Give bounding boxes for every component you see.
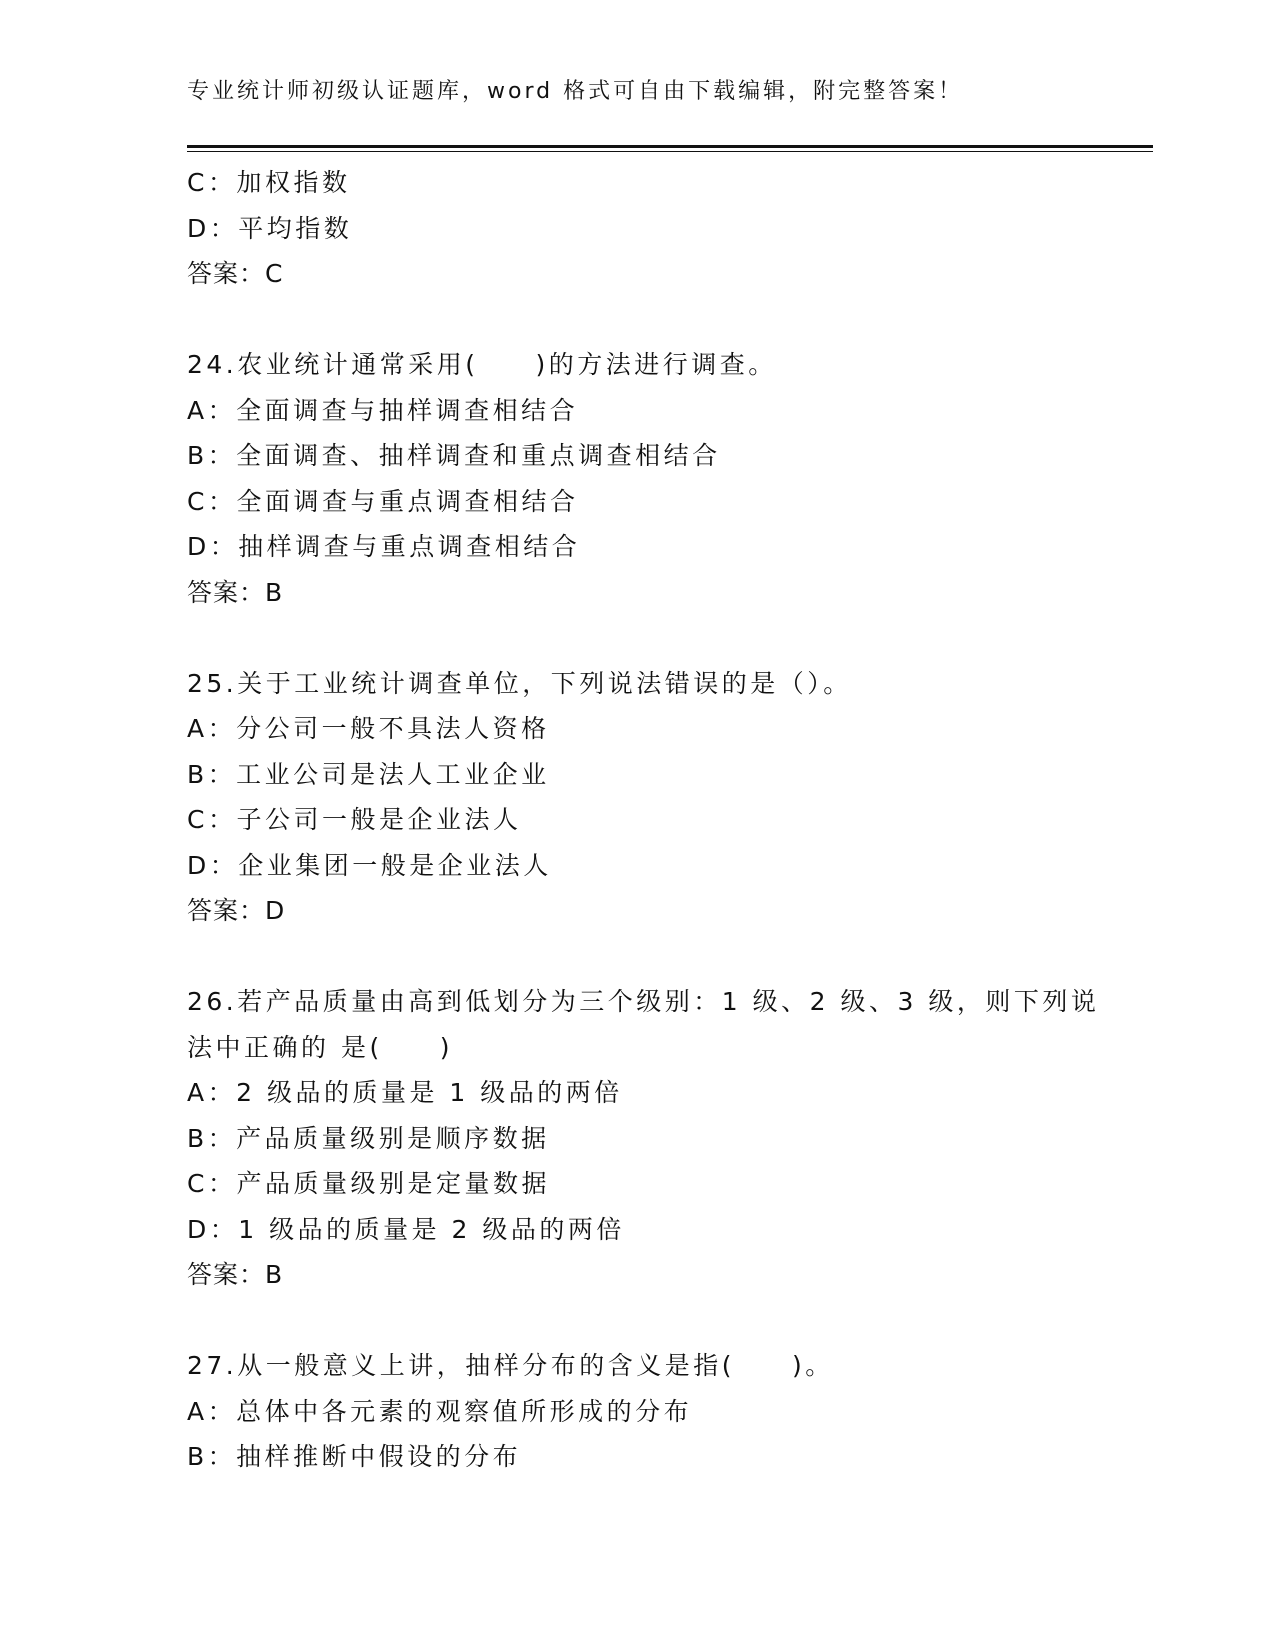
answer-line: 答案：B xyxy=(187,1260,284,1289)
question-26 xyxy=(187,979,1127,1298)
option-c: C：全面调查与重点调查相结合 xyxy=(187,486,579,516)
carryover-block xyxy=(187,160,1127,297)
option-b: B：全面调查、抽样调查和重点调查相结合 xyxy=(187,441,721,470)
option-a: A：全面调查与抽样调查相结合 xyxy=(187,395,579,425)
option-d: D：抽样调查与重点调查相结合 xyxy=(187,532,581,561)
spacer xyxy=(187,297,1127,343)
spacer xyxy=(187,1298,1127,1344)
option-a: A：2 级品的质量是 1 级品的两倍 xyxy=(187,1078,623,1107)
option-b: B：工业公司是法人工业企业 xyxy=(187,759,550,789)
option-d: D：平均指数 xyxy=(187,213,353,243)
question-stem: 24.农业统计通常采用( )的方法进行调查。 xyxy=(187,350,777,379)
option-d: D：1 级品的质量是 2 级品的两倍 xyxy=(187,1214,625,1244)
option-a: A：总体中各元素的观察值所形成的分布 xyxy=(187,1396,693,1426)
question-stem-continued: 法中正确的 是( ) xyxy=(187,1032,453,1062)
page-header: 专业统计师初级认证题库，word 格式可自由下载编辑，附完整答案！ xyxy=(187,79,964,104)
spacer xyxy=(187,615,1127,661)
question-27 xyxy=(187,1343,1127,1480)
answer-line: 答案：C xyxy=(187,259,284,288)
option-c: C：加权指数 xyxy=(187,168,351,197)
question-stem: 27.从一般意义上讲，抽样分布的含义是指( )。 xyxy=(187,1351,834,1380)
option-b: B：产品质量级别是顺序数据 xyxy=(187,1123,550,1153)
option-b: B：抽样推断中假设的分布 xyxy=(187,1442,522,1471)
header-rule-thin xyxy=(187,151,1153,152)
answer-line: 答案：D xyxy=(187,896,286,925)
question-stem: 26.若产品质量由高到低划分为三个级别：1 级、2 级、3 级，则下列说 xyxy=(187,987,1100,1016)
option-a: A：分公司一般不具法人资格 xyxy=(187,714,550,743)
question-25 xyxy=(187,661,1127,934)
spacer xyxy=(187,934,1127,980)
option-d: D：企业集团一般是企业法人 xyxy=(187,850,552,880)
answer-line: 答案：B xyxy=(187,577,284,607)
question-24 xyxy=(187,342,1127,615)
document-body xyxy=(187,160,1127,1480)
option-c: C：产品质量级别是定量数据 xyxy=(187,1169,550,1198)
question-stem: 25.关于工业统计调查单位，下列说法错误的是（）。 xyxy=(187,668,852,698)
header-rule-thick xyxy=(187,145,1153,148)
option-c: C：子公司一般是企业法人 xyxy=(187,805,522,834)
